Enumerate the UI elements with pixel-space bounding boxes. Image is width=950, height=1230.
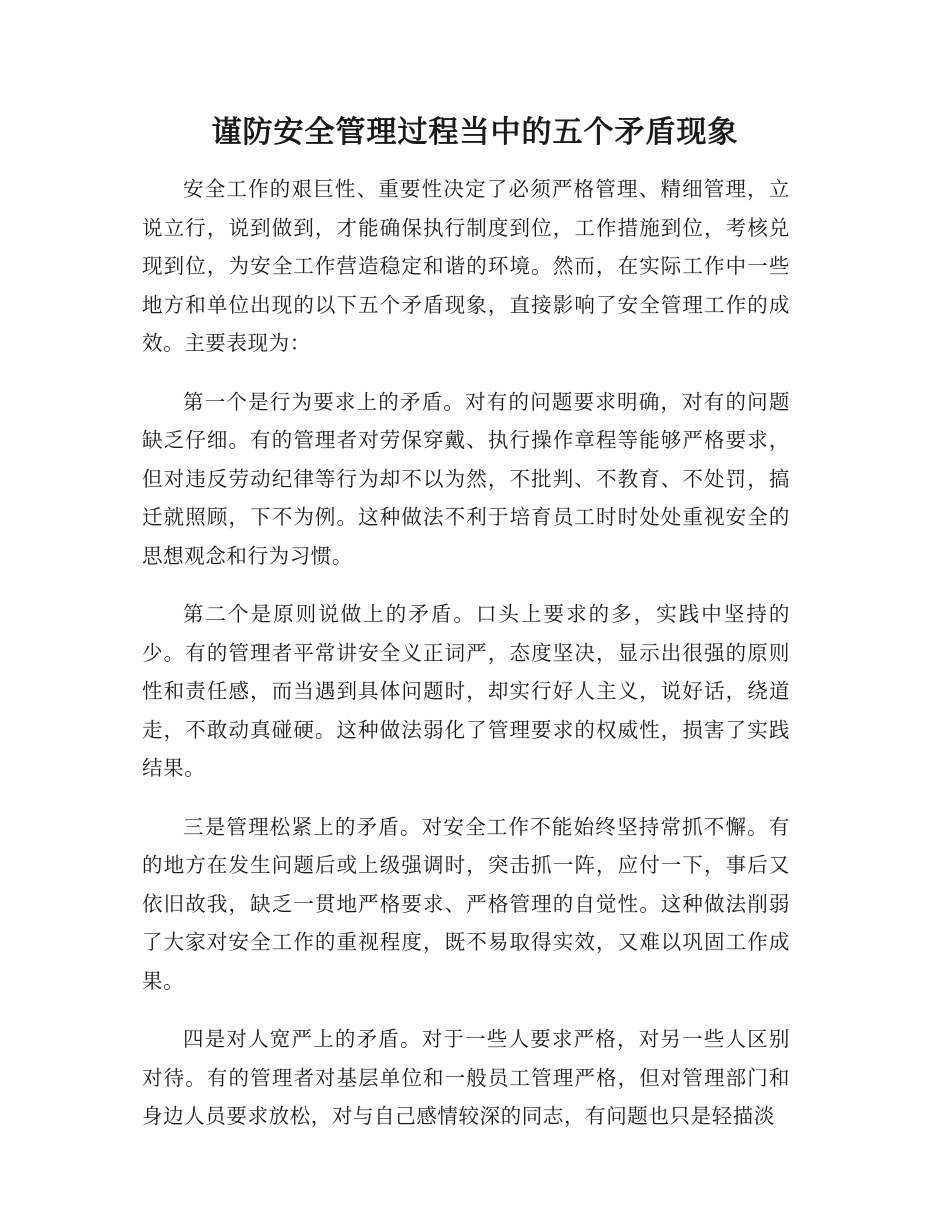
paragraph-fourth-contradiction: 四是对人宽严上的矛盾。对于一些人要求严格，对另一些人区别对待。有的管理者对基层单位和一般员工管理严格，但对管理部门和身边人员要求放松，对与自己感情较深的同志，有问题也只是轻描淡 [142,1027,790,1128]
paragraph-first-contradiction: 第一个是行为要求上的矛盾。对有的问题要求明确，对有的问题缺乏仔细。有的管理者对劳保穿戴、执行操作章程等能够严格要求，但对违反劳动纪律等行为却不以为然，不批判、不教育、不处罚，搞迁就照顾，下不为例。这种做法不利于培育员工时时处处重视安全的思想观念和行为习惯。 [142,389,790,568]
paragraph-intro: 安全工作的艰巨性、重要性决定了必须严格管理、精细管理，立说立行，说到做到，才能确保执行制度到位，工作措施到位，考核兑现到位，为安全工作营造稳定和谐的环境。然而，在实际工作中一些地方和单位出现的以下五个矛盾现象，直接影响了安全管理工作的成效。主要表现为： [142,177,790,355]
document-title: 谨防安全管理过程当中的五个矛盾现象 [211,115,739,150]
paragraph-third-contradiction: 三是管理松紧上的矛盾。对安全工作不能始终坚持常抓不懈。有的地方在发生问题后或上级强调时，突击抓一阵，应付一下，事后又依旧故我，缺乏一贯地严格要求、严格管理的自觉性。这种做法削弱了大家对安全工作的重视程度，既不易取得实效，又难以巩固工作成果。 [142,814,790,993]
paragraph-second-contradiction: 第二个是原则说做上的矛盾。口头上要求的多，实践中坚持的少。有的管理者平常讲安全义正词严，态度坚决，显示出很强的原则性和责任感，而当遇到具体问题时，却实行好人主义，说好话，绕道走，不敢动真碰硬。这种做法弱化了管理要求的权威性，损害了实践结果。 [142,602,790,780]
